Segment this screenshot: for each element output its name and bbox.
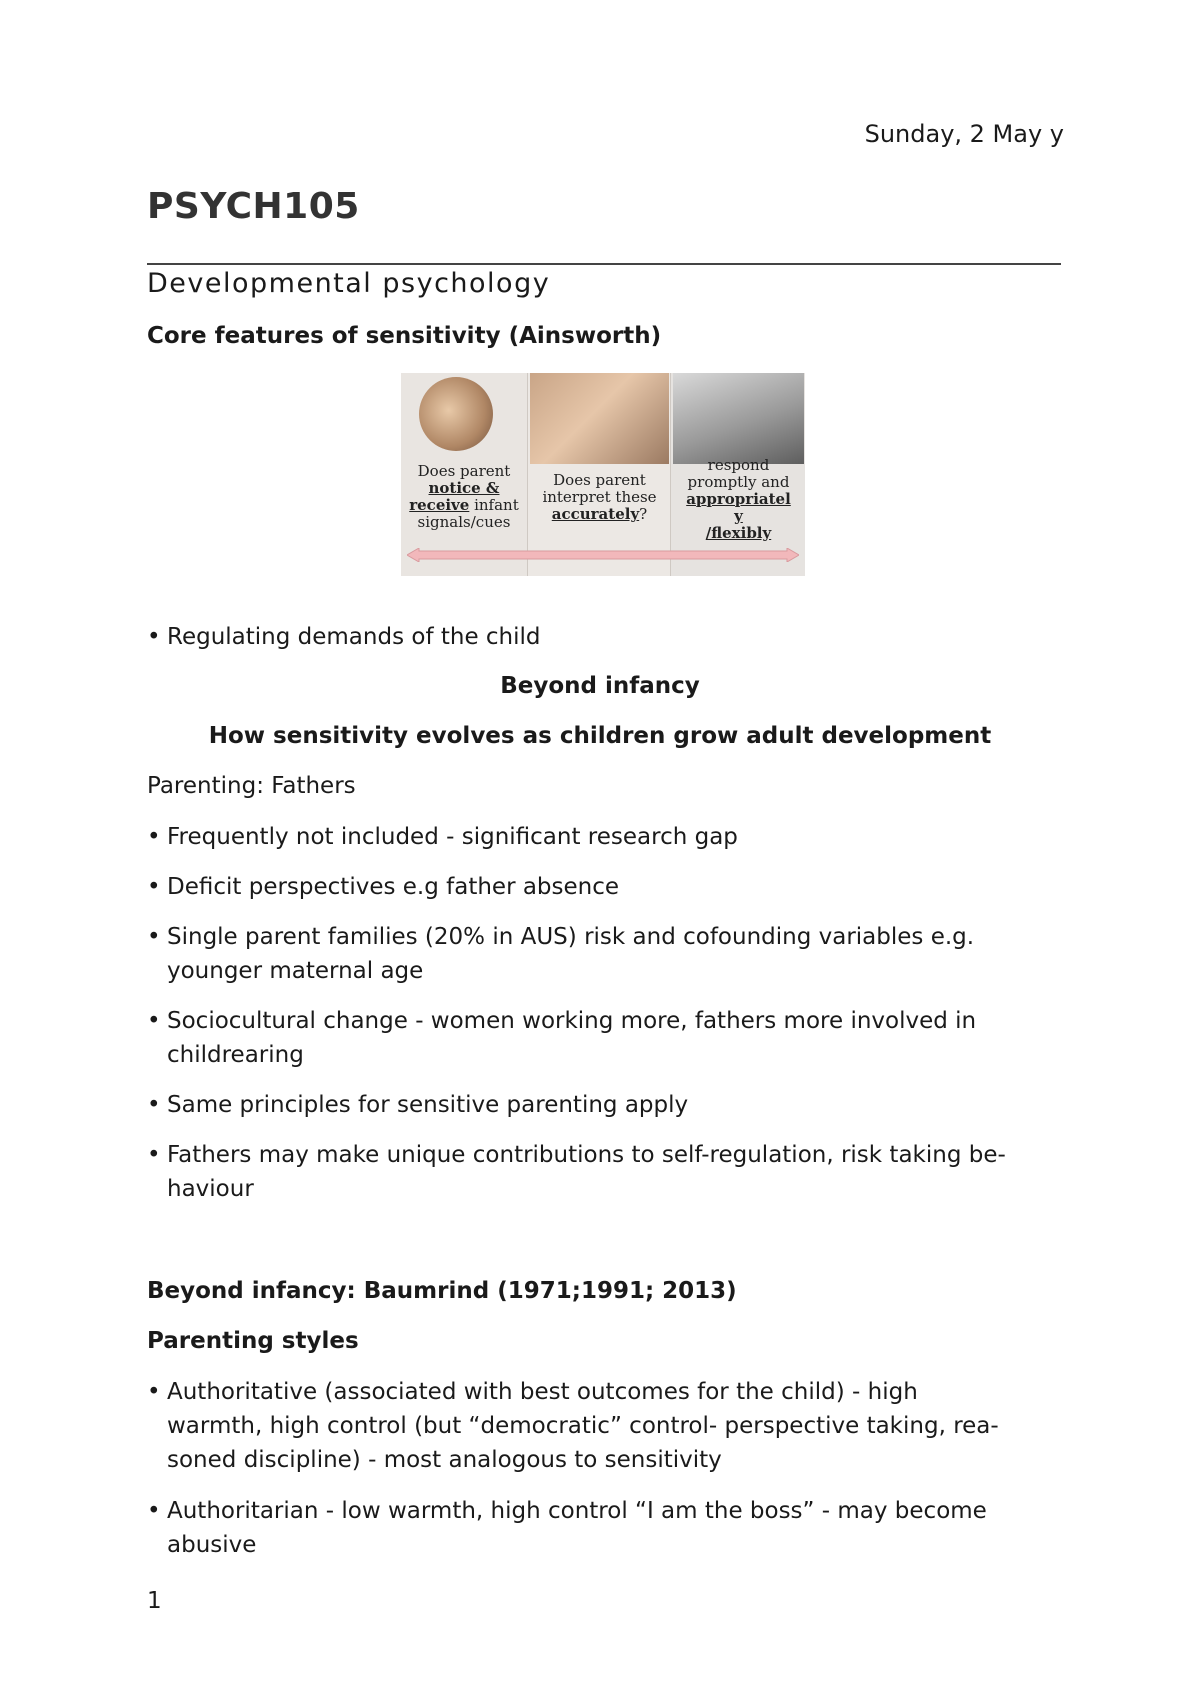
figure-caption-interpret: Does parent interpret these accurately? [542, 471, 657, 523]
list-item: • Deficit perspectives e.g father absence [147, 874, 620, 900]
list-item: • Regulating demands of the child [147, 624, 541, 650]
double-arrow-icon [407, 548, 799, 562]
section-heading-parenting-styles: Parenting styles [147, 1328, 359, 1354]
section-heading-baumrind: Beyond infancy: Baumrind (1971;1991; 2013) [147, 1278, 737, 1304]
title-rule [147, 263, 1061, 265]
figure-panel-notice [401, 373, 527, 576]
parenting-fathers-label: Parenting: Fathers [147, 773, 356, 799]
list-item: • Frequently not included - significant research gap [147, 824, 738, 850]
father-child-photo [673, 373, 804, 464]
page-number: 1 [147, 1588, 162, 1614]
course-title: PSYCH105 [147, 186, 360, 227]
figure-caption-respond: respond promptly and appropriatel y /flexibly [686, 456, 791, 542]
date-header: Sunday, 2 May y [864, 120, 1064, 148]
infant-photo [419, 377, 493, 451]
heading-beyond-infancy: Beyond infancy [500, 673, 700, 699]
figure-caption-notice: Does parent notice & receive infant signals/cues [409, 462, 519, 531]
list-item: • Authoritative (associated with best outcomes for the child) - high warmth, high control (but “democratic” control- perspective taking, rea- soned discipline) - most analogous to sensitivity [147, 1379, 999, 1473]
heading-sensitivity-evolves: How sensitivity evolves as children grow adult development [208, 723, 992, 749]
sensitivity-figure [401, 373, 805, 576]
figure-panel-interpret [527, 373, 671, 576]
list-item: • Sociocultural change - women working more, fathers more involved in childrearing [147, 1008, 977, 1068]
list-item: • Same principles for sensitive parenting apply [147, 1092, 689, 1118]
list-item: • Fathers may make unique contributions to self-regulation, risk taking be- haviour [147, 1142, 1006, 1202]
list-item: • Single parent families (20% in AUS) risk and cofounding variables e.g. younger maternal age [147, 924, 975, 984]
father-baby-photo [530, 373, 669, 464]
figure-panel-respond [670, 373, 805, 576]
list-item: • Authoritarian - low warmth, high control “I am the boss” - may become abusive [147, 1498, 987, 1558]
subtitle: Developmental psychology [147, 268, 551, 299]
section-heading-sensitivity: Core features of sensitivity (Ainsworth) [147, 323, 662, 349]
